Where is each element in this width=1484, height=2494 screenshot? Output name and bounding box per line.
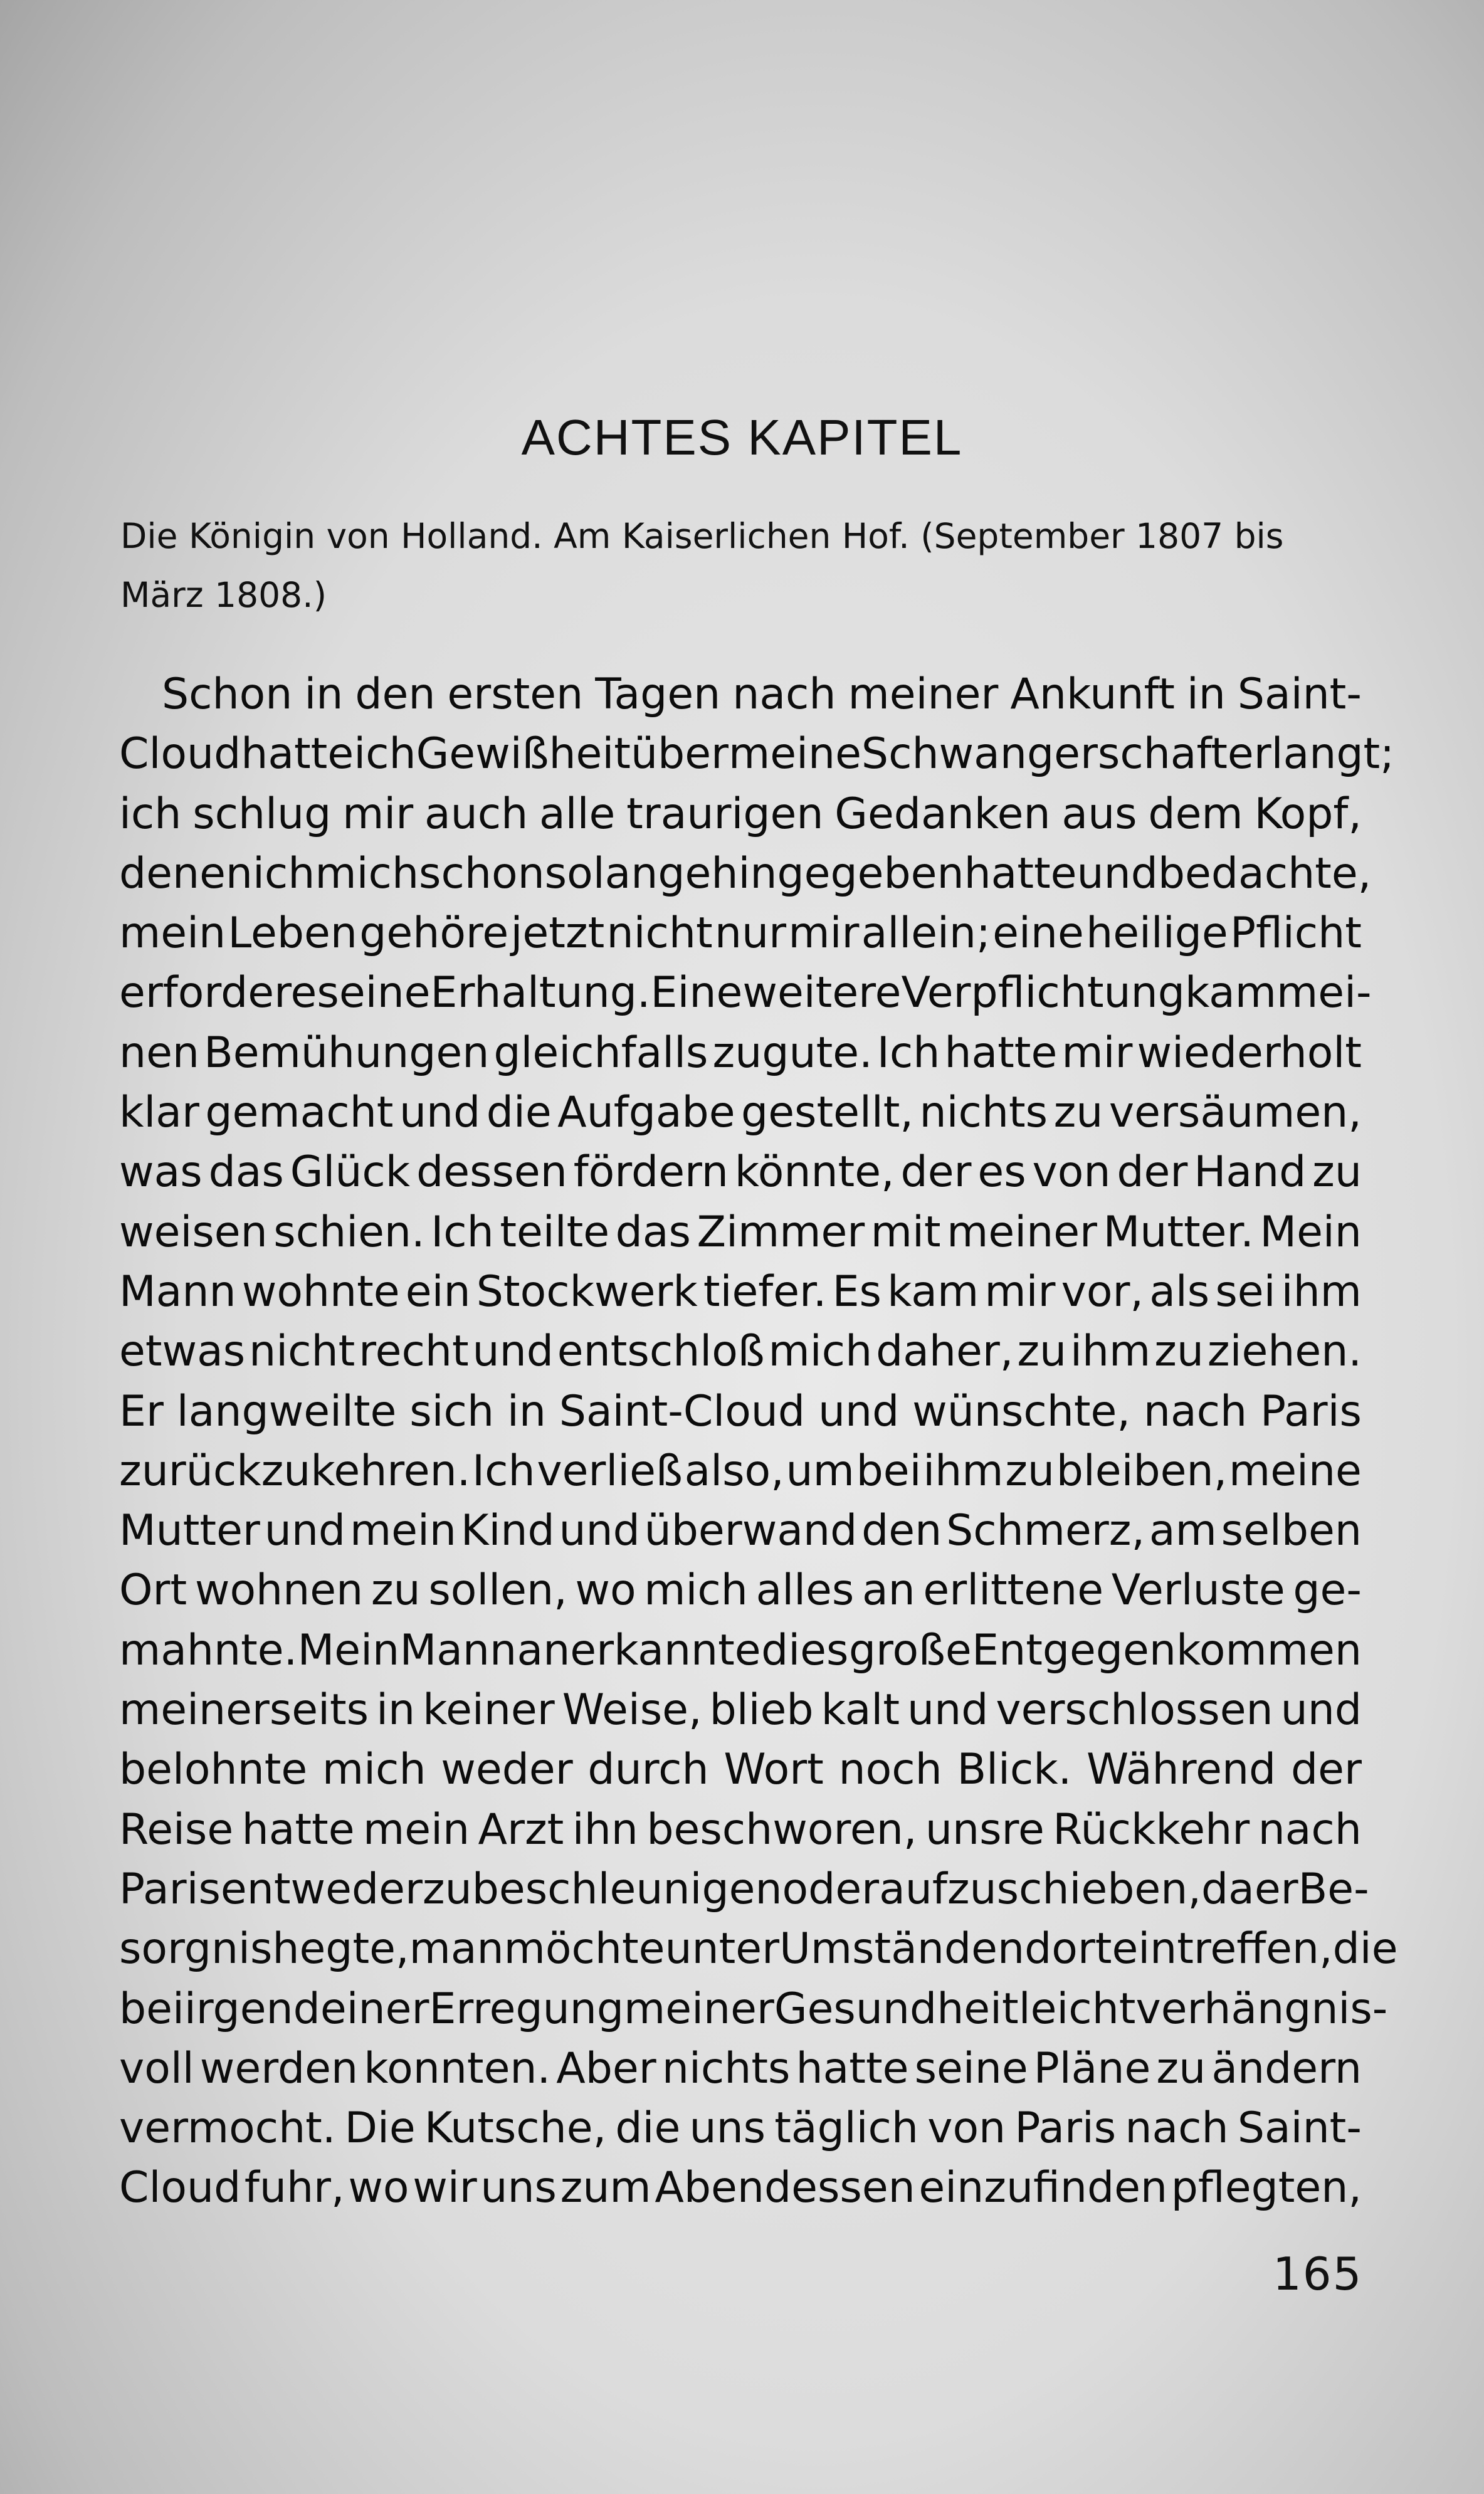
text-line: meinerseits in keiner Weise, blieb kalt und verschlossen und [119,1685,1362,1735]
text-line: Mutter und mein Kind und überwand den Schmerz, am selben [119,1506,1362,1556]
text-line: belohnte mich weder durch Wort noch Blick. Während der [119,1745,1362,1795]
text-line: mahnte. Mein Mann anerkannte dies große Entgegenkommen [119,1625,1362,1675]
text-line: Cloud fuhr, wo wir uns zum Abendessen einzufinden pflegten, [119,2163,1362,2213]
text-line: Cloud hatte ich Gewißheit über meine Schwangerschaft erlangt; [119,729,1395,779]
text-line: klar gemacht und die Aufgabe gestellt, nichts zu versäumen, [119,1088,1362,1138]
text-line: voll werden konnten. Aber nichts hatte seine Pläne zu ändern [119,2043,1362,2093]
chapter-subtitle [120,507,1362,624]
body-paragraph [119,665,1398,2218]
text-line: Er langweilte sich in Saint-Cloud und wünschte, nach Paris [119,1386,1362,1436]
page-number: 165 [1273,2248,1363,2300]
text-line: mein Leben gehöre jetzt nicht nur mir allein; eine heilige Pflicht [119,908,1362,959]
text-line: nen Bemühungen gleichfalls zugute. Ich hatte mir wiederholt [119,1028,1362,1078]
text-line: Paris entweder zu beschleunigen oder aufzuschieben, da er Be- [119,1864,1369,1914]
text-line: ich schlug mir auch alle traurigen Gedanken aus dem Kopf, [119,789,1362,839]
chapter-subtitle-line-1: Die Königin von Holland. Am Kaiserlichen Hof. (September 1807 bis [120,516,1284,556]
text-line: Ort wohnen zu sollen, wo mich alles an erlittene Verluste ge- [119,1565,1362,1616]
text-line: bei irgendeiner Erregung meiner Gesundheit leicht verhängnis- [119,1984,1388,2034]
text-line: was das Glück dessen fördern könnte, der es von der Hand zu [119,1147,1362,1197]
text-line: Mann wohnte ein Stockwerk tiefer. Es kam mir vor, als sei ihm [119,1266,1362,1317]
text-line: erfordere seine Erhaltung. Eine weitere Verpflichtung kam mei- [119,968,1372,1018]
text-line: Reise hatte mein Arzt ihn beschworen, unsre Rückkehr nach [119,1804,1362,1855]
text-line: vermocht. Die Kutsche, die uns täglich von Paris nach Saint- [119,2103,1362,2154]
text-line: weisen schien. Ich teilte das Zimmer mit meiner Mutter. Mein [119,1207,1362,1257]
text-line: etwas nicht recht und entschloß mich daher, zu ihm zu ziehen. [119,1327,1362,1377]
text-line: sorgnis hegte, man möchte unter Umständen dort eintreffen, die [119,1924,1398,1974]
text-line: Schon in den ersten Tagen nach meiner Ankunft in Saint- [162,670,1362,719]
chapter-title: ACHTES KAPITEL [521,409,963,465]
text-line: zurückzukehren. Ich verließ also, um bei ihm zu bleiben, meine [119,1446,1362,1496]
chapter-subtitle-line-2: März 1808.) [120,575,327,615]
text-line: denen ich mich schon so lange hingegeben hatte und bedachte, [119,848,1372,898]
